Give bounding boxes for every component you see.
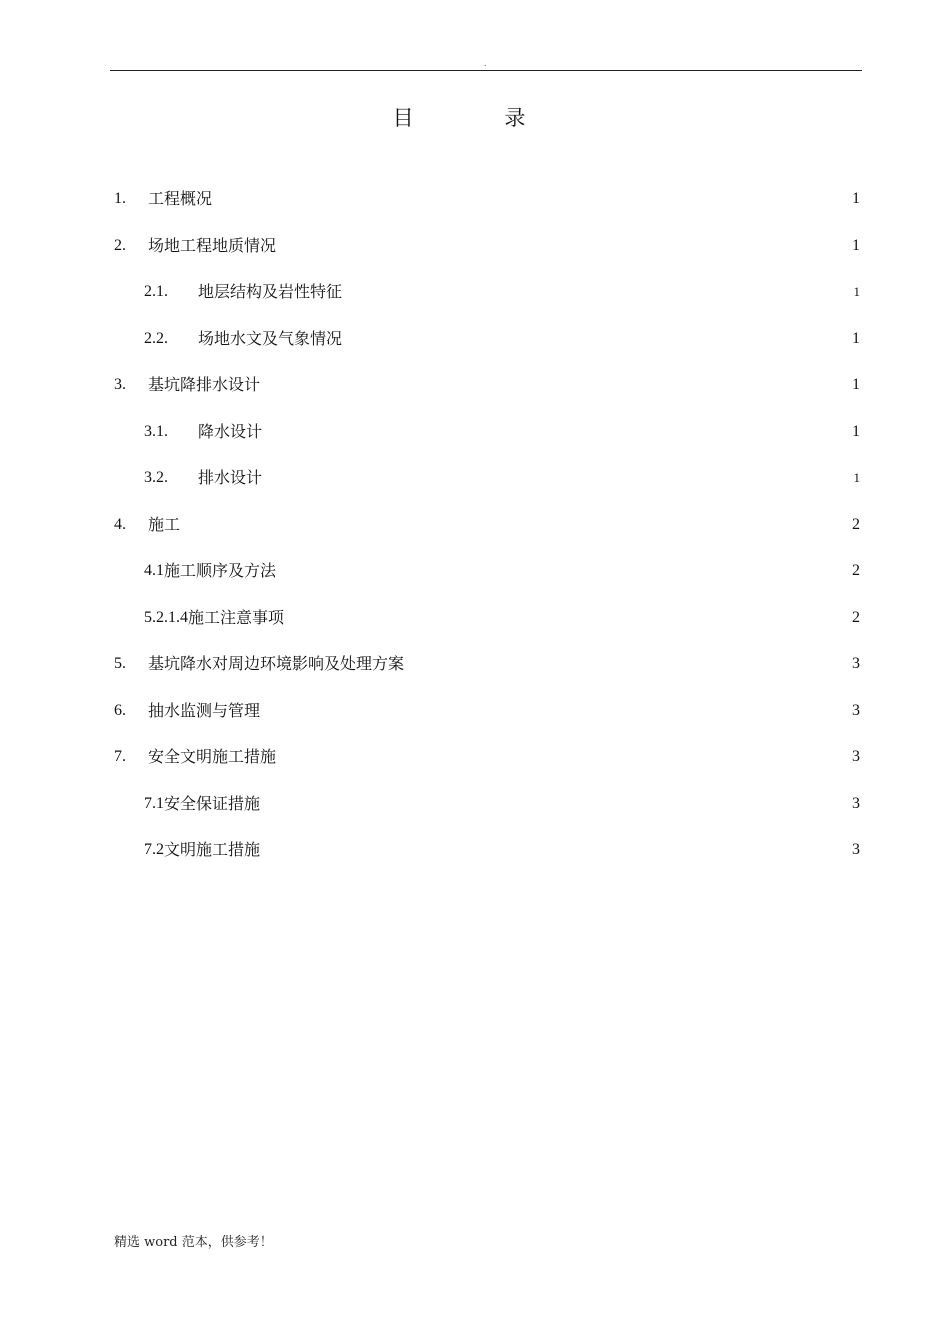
toc-entry-number: 2.2. (144, 329, 168, 347)
dot-leader (277, 235, 846, 257)
toc-entry-4-1[interactable] (114, 548, 860, 595)
toc-entry-number: 2.1. (144, 283, 168, 301)
dot-leader (277, 560, 846, 582)
toc-entry-title: 工程概况 (148, 189, 213, 209)
toc-entry-4[interactable] (114, 502, 860, 549)
toc-entry-page: 1 (853, 470, 860, 486)
toc-entry-3[interactable] (114, 362, 860, 409)
toc-entry-page: 1 (853, 284, 860, 300)
toc-entry-3-2[interactable] (114, 455, 860, 502)
toc-entry-7-1[interactable] (114, 781, 860, 828)
dot-leader (261, 700, 846, 722)
toc-entry-number: 1. (114, 190, 126, 208)
toc-entry-page: 3 (852, 748, 860, 766)
toc-entry-page: 3 (852, 655, 860, 673)
dot-leader (263, 421, 846, 443)
toc-entry-3-1[interactable] (114, 409, 860, 456)
toc-entry-1[interactable] (114, 176, 860, 223)
toc-entry-title: 场地工程地质情况 (148, 235, 277, 255)
toc-entry-title: 安全文明施工措施 (148, 747, 277, 767)
toc-entry-number: 4.1 (144, 562, 164, 580)
toc-entry-2[interactable] (114, 223, 860, 270)
toc-entry-title: 场地水文及气象情况 (198, 328, 343, 348)
toc-entry-page: 2 (852, 515, 860, 533)
dot-leader (343, 281, 846, 303)
toc-entry-page: 2 (852, 608, 860, 626)
header-rule (110, 70, 862, 71)
dot-leader (277, 746, 846, 768)
toc-entry-number: 2. (114, 236, 126, 254)
toc-entry-number: 5.2.1.4 (144, 608, 188, 626)
toc-entry-page: 3 (852, 794, 860, 812)
toc-entry-title: 排水设计 (198, 468, 263, 488)
toc-entry-title: 基坑降水对周边环境影响及处理方案 (148, 654, 405, 674)
toc-entry-title: 降水设计 (198, 421, 263, 441)
toc-entry-number: 7.2 (144, 841, 164, 859)
toc-entry-number: 3. (114, 376, 126, 394)
toc-title: 目 录 (392, 106, 568, 130)
toc-entry-6[interactable] (114, 688, 860, 735)
toc-entry-number: 4. (114, 515, 126, 533)
dot-leader (343, 328, 846, 350)
toc-entry-title: 安全保证措施 (164, 793, 261, 813)
toc-entry-page: 3 (852, 701, 860, 719)
dot-leader (285, 607, 846, 629)
toc-entry-title: 基坑降排水设计 (148, 375, 261, 395)
toc-entry-number: 3.1. (144, 422, 168, 440)
toc-entry-title: 施工 (148, 514, 181, 534)
toc-entry-5-2-1-4[interactable] (114, 595, 860, 642)
dot-leader (261, 839, 846, 861)
toc-entry-page: 2 (852, 562, 860, 580)
toc-entry-page: 3 (852, 841, 860, 859)
toc-entry-title: 地层结构及岩性特征 (198, 282, 343, 302)
dot-leader (263, 467, 846, 489)
toc-entry-page: 1 (852, 236, 860, 254)
toc-entry-2-2[interactable] (114, 316, 860, 363)
toc-entry-page: 1 (852, 190, 860, 208)
toc-entry-number: 3.2. (144, 469, 168, 487)
footer-note: 精选 word 范本，供参考！ (114, 1235, 273, 1250)
toc-entry-title: 施工注意事项 (188, 607, 285, 627)
dot-leader (213, 188, 846, 210)
toc-entry-7[interactable] (114, 734, 860, 781)
toc-entry-number: 7. (114, 748, 126, 766)
toc-entry-title: 抽水监测与管理 (148, 700, 261, 720)
header-mark: . (484, 59, 487, 68)
toc-entry-title: 施工顺序及方法 (164, 561, 277, 581)
toc-entry-page: 1 (852, 329, 860, 347)
table-of-contents (114, 176, 860, 874)
toc-entry-5[interactable] (114, 641, 860, 688)
toc-entry-2-1[interactable] (114, 269, 860, 316)
toc-entry-7-2[interactable] (114, 827, 860, 874)
dot-leader (261, 793, 846, 815)
toc-entry-number: 5. (114, 655, 126, 673)
toc-entry-number: 7.1 (144, 794, 164, 812)
dot-leader (261, 374, 846, 396)
dot-leader (405, 653, 846, 675)
toc-entry-page: 1 (852, 422, 860, 440)
toc-entry-title: 文明施工措施 (164, 840, 261, 860)
dot-leader (181, 514, 846, 536)
toc-entry-number: 6. (114, 701, 126, 719)
toc-entry-page: 1 (852, 376, 860, 394)
